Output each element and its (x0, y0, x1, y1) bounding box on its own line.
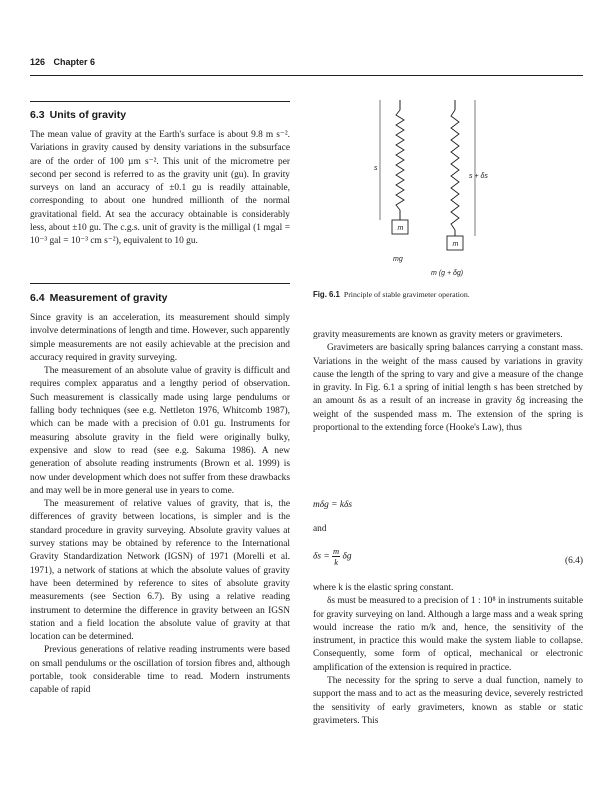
equation-2-rhs: δg (342, 551, 352, 562)
spring-2 (451, 110, 459, 230)
right-column-body-2 (313, 582, 583, 728)
equation-2-lhs: δs = (313, 551, 330, 562)
weight-1-label: mg (393, 256, 403, 263)
spring-1-length-label: s (374, 165, 378, 172)
mass-2-label: m (452, 241, 459, 248)
paragraph: gravity measurements are known as gravity meters or gravimeters. (313, 330, 563, 340)
equation-2-denominator: k (334, 557, 338, 567)
equation-2-fraction (332, 546, 340, 567)
page-number: 126 (30, 57, 46, 67)
paragraph: Since gravity is an acceleration, its measurement should simply involve determinations of length and time. However, such apparently simple measurements are not easily achievable at the precision and accuracy required in gravity surveying. (30, 313, 290, 363)
section-64-title: Measurement of gravity (49, 292, 168, 304)
figure-caption (313, 290, 470, 299)
and-word: and (313, 524, 327, 534)
equation-2-numerator: m (333, 546, 340, 556)
paragraph: Previous generations of relative reading instruments were based on small pendulums or the oscillation of torsion fibres and, although portable, took considerable time to read. Modern instruments capable of rapid (30, 645, 290, 696)
section-64-rule (30, 283, 290, 284)
equation-1: mδg = kδs (313, 500, 352, 510)
section-64-body (30, 312, 290, 698)
section-64-number: 6.4 (30, 292, 45, 304)
chapter-label: Chapter 6 (53, 57, 96, 67)
figure-caption-text: Principle of stable gravimeter operation. (343, 290, 470, 299)
section-64-heading (30, 292, 167, 304)
paragraph: where k is the elastic spring constant. (313, 583, 454, 593)
figure-gravimeter-diagram (313, 95, 583, 285)
running-header (30, 57, 95, 67)
paragraph: The measurement of an absolute value of gravity is difficult and requires complex apparatus and a lengthy period of observation. Such measurement is classically made using large pendulums or falling body techniques (see e.g. Nettleton 1976, Whitcomb 1987), which can be made with a precision of 0.01 gu. Instruments for measuring absolute gravity in the field were originally bulky, expensive and slow to read (see e.g. Sakuma 1986). A new generation of absolute reading instruments (Brown et al. 1999) is now under development which does not suffer from these drawbacks and may well be in more general use in years to come. (30, 366, 290, 496)
section-63-body (30, 129, 290, 249)
spring-2-length-label: s + δs (469, 173, 488, 180)
paragraph: The measurement of relative values of gravity, that is, the differences of gravity between locations, is simpler and is the standard procedure in gravity surveying. Absolute gravity values at survey stations may be obtained by reference to the International Gravity Standardization Network (IGSN) of 1971 (Morelli et al. 1971), a network of stations at which the absolute values of gravity have been determined by reference to sites of absolute gravity measurements (see Section 6.7). By using a relative reading instrument to determine the difference in gravity between an IGSN station and a field location the absolute value of gravity at that location can be determined. (30, 499, 290, 643)
paragraph: The necessity for the spring to serve a dual function, namely to support the mass and to act as the measuring device, severely restricted the sensitivity of early gravimeters, known as stable or static gravimeters. This (313, 676, 583, 726)
equation-2 (313, 546, 352, 567)
right-column-body-1 (313, 329, 583, 435)
section-63-rule (30, 101, 290, 102)
paragraph: Gravimeters are basically spring balances carrying a constant mass. Variations in the weight of the mass caused by variations in gravity cause the length of the spring to vary and give a measure of the change in gravity. In Fig. 6.1 a spring of initial length s has been stretched by an amount δs as a result of an increase in gravity δg increasing the weight of the suspended mass m. The extension of the spring is proportional to the extending force (Hooke's Law), thus (313, 343, 583, 434)
weight-2-label: m (g + δg) (431, 270, 464, 277)
mass-1-label: m (397, 225, 404, 232)
paragraph: The mean value of gravity at the Earth's surface is about 9.8 m s⁻². Variations in gravity caused by density variations in the subsurface are of the order of 100 µm s⁻². This unit of the micrometre per second per second is referred to as the gravity unit (gu). In gravity surveys on land an accuracy of ±0.1 gu is readily attainable, corresponding to about one hundred millionth of the normal gravitational field. At sea the accuracy obtainable is considerably less, about ±10 gu. The c.g.s. unit of gravity is the milligal (1 mgal = 10⁻³ gal = 10⁻³ cm s⁻²), equivalent to 10 gu. (30, 130, 290, 247)
section-63-number: 6.3 (30, 109, 45, 121)
spring-1 (396, 110, 404, 210)
equation-number: (6.4) (565, 556, 583, 566)
figure-label: Fig. 6.1 (313, 290, 340, 299)
section-63-title: Units of gravity (49, 109, 127, 121)
header-rule (30, 75, 583, 76)
section-63-heading (30, 109, 126, 121)
paragraph: δs must be measured to a precision of 1 : 10⁸ in instruments suitable for gravity surveying on land. Although a large mass and a weak spring would increase the ratio m/k and, hence, the sensitivity of the instrument, in practice this would make the system liable to collapse. Consequently, some form of optical, mechanical or electronic amplification of the extension is required in practice. (313, 596, 583, 673)
